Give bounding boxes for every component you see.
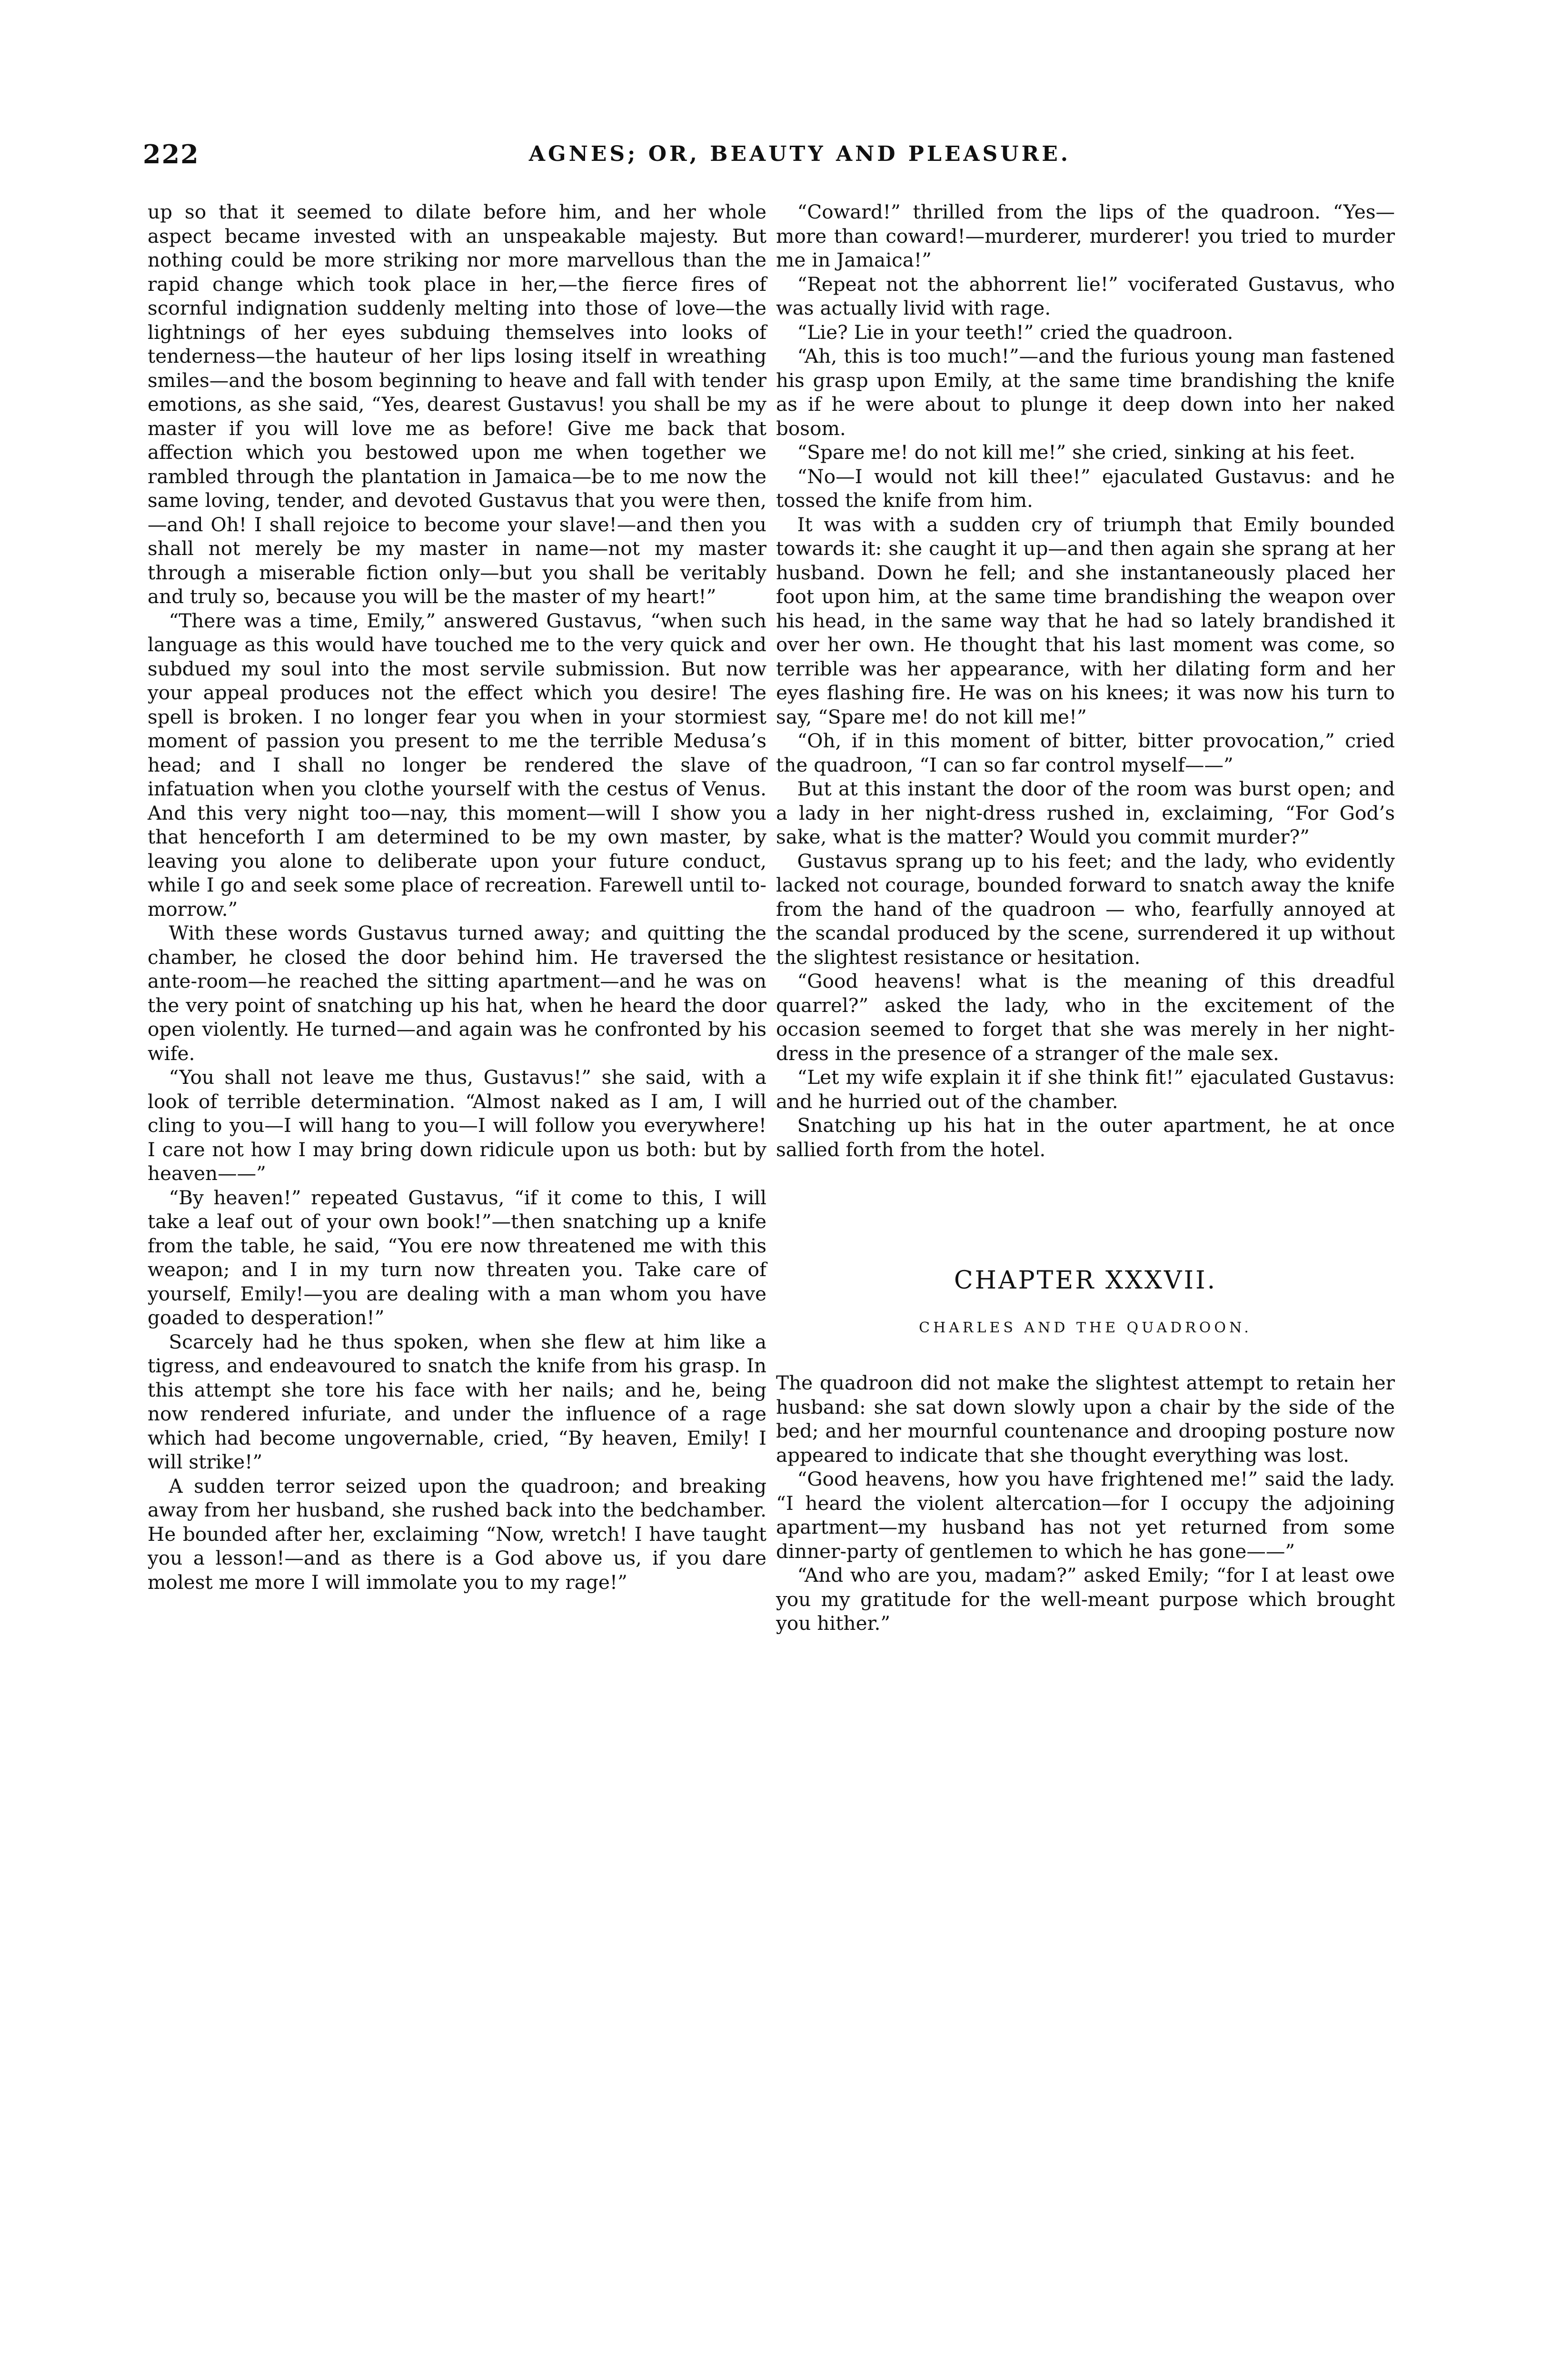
paragraph: “Spare me! do not kill me!” she cried, sinking at his feet. <box>797 441 1355 464</box>
paragraph: “Repeat not the abhorrent lie!” vociferated Gustavus, who was actually livid with rage. <box>776 272 1395 319</box>
paragraph: up so that it seemed to dilate before him, and her whole aspect became invested with an unspeakable majesty. But nothing could be more striking nor more marvellous than the rapid change which took place in her,—the fierce fires of scornful indignation suddenly melting into those of love—the lightnings of her eyes subduing themselves into looks of tenderness—the hauteur of her lips losing itself in wreathing smiles—and the bosom beginning to heave and fall with tender emotions, as she said, “Yes, dearest Gustavus! you shall be my master if you will love me as before! Give me back that affection which you bestowed upon me when together we rambled through the plantation in Jamaica—be to me now the same loving, tender, and devoted Gustavus that you were then,—and Oh! I shall rejoice to become your slave!—and then you shall not merely be my master in name—not my master through a miserable fiction only—but you shall be veritably and truly so, because you will be the master of my heart!” <box>148 200 766 608</box>
paragraph: “Oh, if in this moment of bitter, bitter provocation,” cried the quadroon, “I can so far control myself——” <box>776 729 1395 776</box>
paragraph: “By heaven!” repeated Gustavus, “if it come to this, I will take a leaf out of your own book!”—then snatching up a knife from the table, he said, “You ere now threatened me with this weapon; and I in my turn now threaten you. Take care of yourself, Emily!—you are dealing with a man whom you have goaded to desperation!” <box>148 1186 766 1329</box>
paragraph: “Coward!” thrilled from the lips of the quadroon. “Yes—more than coward!—murderer, murderer! you tried to murder me in Jamaica!” <box>776 200 1395 271</box>
paragraph: Gustavus sprang up to his feet; and the lady, who evidently lacked not courage, bounded forward to snatch away the knife from the hand of the quadroon — who, fearfully annoyed at the scandal produced by the scene, surrendered it up without the slightest resistance or hesitation. <box>776 849 1395 969</box>
paragraph: “Lie? Lie in your teeth!” cried the quadroon. <box>797 320 1234 344</box>
paragraph: “Good heavens! what is the meaning of this dreadful quarrel?” asked the lady, who in the excitement of the occasion seemed to forget that she was merely in her night-dress in the presence of a stranger of the male sex. <box>776 970 1395 1065</box>
paragraph: A sudden terror seized upon the quadroon; and breaking away from her husband, she rushed back into the bedchamber. He bounded after her, exclaiming “Now, wretch! I have taught you a lesson!—and as there is a God above us, if you dare molest me more I will immolate you to my rage!” <box>148 1474 766 1594</box>
running-head: AGNES; OR, BEAUTY AND PLEASURE. <box>528 142 1071 166</box>
paragraph: Snatching up his hat in the outer apartment, he at once sallied forth from the hotel. <box>776 1114 1395 1161</box>
paragraph: Scarcely had he thus spoken, when she flew at him like a tigress, and endeavoured to snatch the knife from his grasp. In this attempt she tore his face with her nails; and he, being now rendered infuriate, and under the influence of a rage which had become ungovernable, cried, “By heaven, Emily! I will strike!” <box>148 1330 766 1473</box>
paragraph: “No—I would not kill thee!” ejaculated Gustavus: and he tossed the knife from him. <box>776 465 1395 512</box>
paragraph: “And who are you, madam?” asked Emily; “for I at least owe you my gratitude for the well-meant purpose which brought you hither.” <box>776 1564 1395 1635</box>
page-number: 222 <box>143 139 199 169</box>
paragraph: But at this instant the door of the room was burst open; and a lady in her night-dress rushed in, exclaiming, “For God’s sake, what is the matter? Would you commit murder?” <box>776 777 1395 848</box>
paragraph: With these words Gustavus turned away; and quitting the chamber, he closed the door behind him. He traversed the ante-room—he reached the sitting apartment—and he was on the very point of snatching up his hat, when he heard the door open violently. He turned—and again was he confronted by his wife. <box>148 922 766 1065</box>
chapter-subtitle: CHARLES AND THE QUADROON. <box>919 1319 1252 1336</box>
paragraph: “Ah, this is too much!”—and the furious young man fastened his grasp upon Emily, at the same time brandishing the knife as if he were about to plunge it deep down into her naked bosom. <box>776 345 1395 440</box>
paragraph: “You shall not leave me thus, Gustavus!” she said, with a look of terrible determination. “Almost naked as I am, I will cling to you—I will hang to you—I will follow you everywhere! I care not how I may bring down ridicule upon us both: but by heaven——” <box>148 1066 766 1185</box>
paragraph: The quadroon did not make the slightest attempt to retain her husband: she sat down slowly upon a chair by the side of the bed; and her mournful countenance and drooping posture now appeared to indicate that she thought everything was lost. <box>776 1371 1395 1467</box>
page-header <box>143 139 1457 187</box>
paragraph: It was with a sudden cry of triumph that Emily bounded towards it: she caught it up—and then again she sprang at her husband. Down he fell; and she instantaneously placed her foot upon him, at the same time brandishing the weapon over his head, in the same way that he had so lately brandished it over her own. He thought that his last moment was come, so terrible was her appearance, with her dilating form and her eyes flashing fire. He was on his knees; it was now his turn to say, “Spare me! do not kill me!” <box>776 513 1395 728</box>
chapter-title: CHAPTER XXXVII. <box>954 1266 1217 1295</box>
paragraph: “There was a time, Emily,” answered Gustavus, “when such language as this would have touched me to the very quick and subdued my soul into the most servile submission. But now your appeal produces not the effect which you desire! The spell is broken. I no longer fear you when in your stormiest moment of passion you present to me the terrible Medusa’s head; and I shall no longer be rendered the slave of infatuation when you clothe yourself with the cestus of Venus. And this very night too—nay, this moment—will I show you that henceforth I am determined to be my own master, by leaving you alone to deliberate upon your future conduct, while I go and seek some place of recreation. Farewell until to-morrow.” <box>148 609 766 921</box>
paragraph: “Let my wife explain it if she think fit!” ejaculated Gustavus: and he hurried out of the chamber. <box>776 1066 1395 1113</box>
paragraph: “Good heavens, how you have frightened me!” said the lady. “I heard the violent altercation—for I occupy the adjoining apartment—my husband has not yet returned from some dinner-party of gentlemen to which he has gone——” <box>776 1468 1395 1563</box>
right-column <box>776 200 1395 1636</box>
left-column <box>148 200 766 1594</box>
